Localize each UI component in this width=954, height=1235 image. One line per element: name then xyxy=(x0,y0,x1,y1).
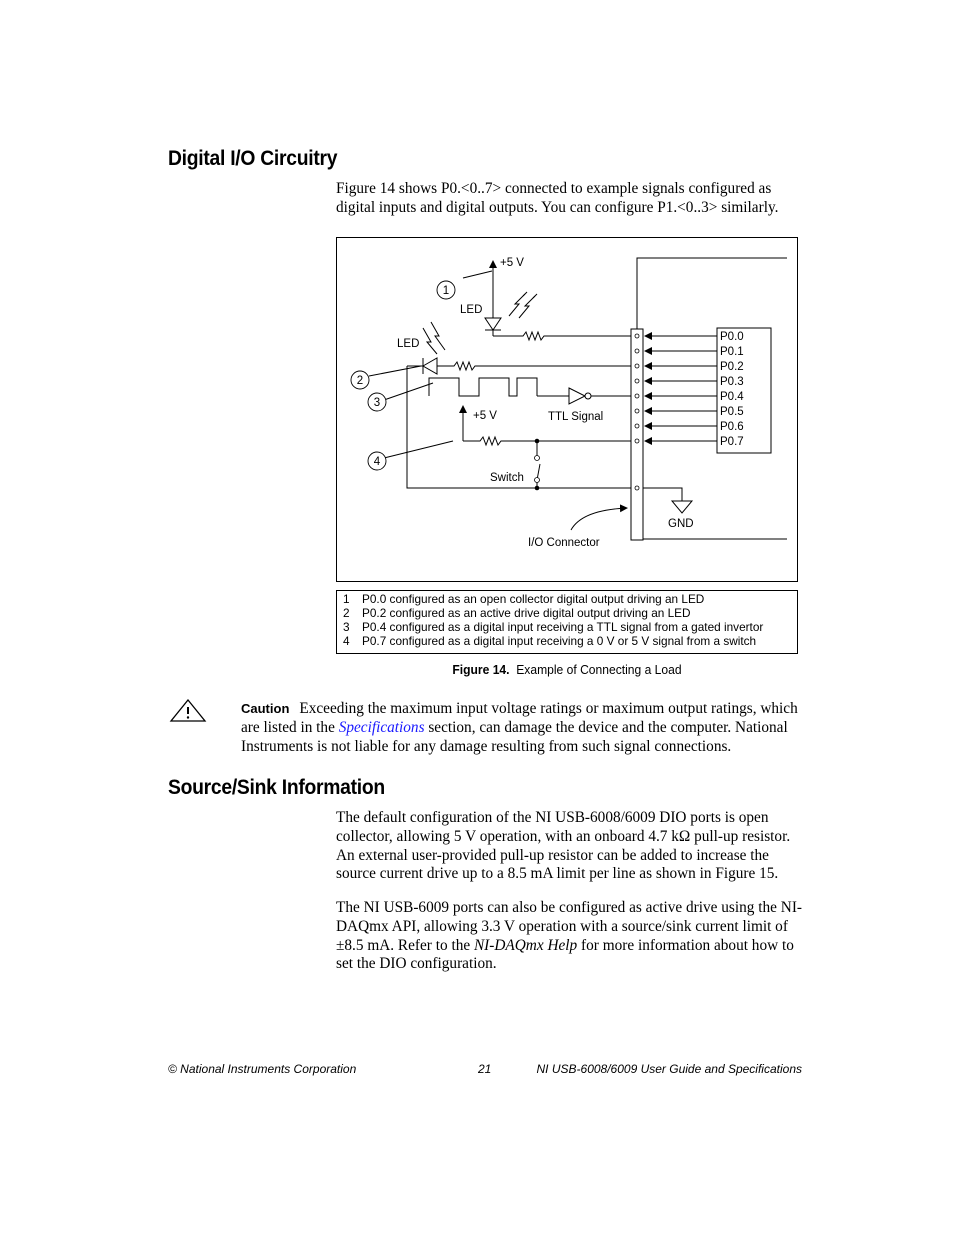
intro-line-2: digital inputs and digital outputs. You can configure P1.<0..3> similarly. xyxy=(336,198,779,216)
section-heading-source-sink: Source/Sink Information xyxy=(168,776,385,799)
section-heading-digital-io: Digital I/O Circuitry xyxy=(168,147,338,170)
callout-circles xyxy=(351,281,455,470)
legend-num: 4 xyxy=(343,634,350,648)
legend-text: P0.7 configured as a digital input receiving a 0 V or 5 V signal from a switch xyxy=(362,634,757,648)
circuit-3 xyxy=(384,378,631,404)
pin-label: P0.7 xyxy=(720,436,744,448)
footer-doc-title: NI USB-6008/6009 User Guide and Specifications xyxy=(536,1062,802,1076)
callout-2-label: 2 xyxy=(356,375,364,387)
footer-copyright: © National Instruments Corporation xyxy=(168,1062,357,1076)
led-left-label: LED xyxy=(397,338,420,350)
plus5v-mid-label: +5 V xyxy=(473,410,497,422)
device-border-top xyxy=(637,258,787,331)
legend-num: 1 xyxy=(343,592,350,606)
figure-caption xyxy=(352,662,782,677)
source-sink-paragraph-2 xyxy=(336,899,802,974)
io-connector-label: I/O Connector xyxy=(528,537,600,549)
ttl-signal-label: TTL Signal xyxy=(548,411,604,423)
caution-text-before: Exceeding the maximum input voltage ratings or maximum output ratings, which are listed in the xyxy=(241,700,798,736)
legend-row xyxy=(343,620,797,634)
intro-line-1: Figure 14 shows P0.<0..7> connected to example signals configured as xyxy=(336,180,772,197)
circuit-figure xyxy=(336,237,798,582)
switch-label: Switch xyxy=(490,472,524,484)
pin-label: P0.4 xyxy=(720,391,744,403)
specifications-link[interactable]: Specifications xyxy=(338,718,425,736)
pin-label: P0.0 xyxy=(720,331,744,343)
led-top-label: LED xyxy=(460,304,483,316)
legend-text: P0.4 configured as a digital input receiving a TTL signal from a gated invertor xyxy=(362,620,764,634)
legend-row xyxy=(343,592,797,606)
figure-number: Figure 14. xyxy=(452,662,510,677)
gnd-label: GND xyxy=(668,518,694,530)
legend-row xyxy=(343,634,797,648)
pin-label: P0.3 xyxy=(720,376,744,388)
legend-num: 2 xyxy=(343,606,350,620)
figure-legend xyxy=(336,590,798,654)
nidaqmx-help-reference: NI-DAQmx Help xyxy=(473,936,578,954)
page-footer xyxy=(168,1062,802,1078)
pin-label: P0.2 xyxy=(720,361,744,373)
caution-text-after: section, can damage the device and the computer. National Instruments is not liable for any damage resulting from such signal connections. xyxy=(241,718,788,755)
caution-note xyxy=(241,700,803,756)
legend-row xyxy=(343,606,797,620)
pin-label: P0.6 xyxy=(720,421,744,433)
intro-paragraph xyxy=(336,180,802,218)
device-border-bottom xyxy=(637,538,787,539)
gnd-symbol xyxy=(643,488,692,513)
pin-label: P0.1 xyxy=(720,346,744,358)
para2-text-after: for more information about how to set the DIO configuration. xyxy=(336,936,794,973)
caution-icon xyxy=(169,699,207,723)
io-connector-strip xyxy=(631,329,643,540)
caution-label: Caution xyxy=(241,701,290,716)
legend-text: P0.0 configured as an open collector digital output driving an LED xyxy=(362,592,705,606)
legend-num: 3 xyxy=(343,620,350,634)
circuit-diagram xyxy=(337,238,799,583)
pin-label: P0.5 xyxy=(720,406,744,418)
legend-text: P0.2 configured as an active drive digital output driving an LED xyxy=(362,606,691,620)
source-sink-paragraph-1: The default configuration of the NI USB-6008/6009 DIO ports is open collector, allowing 5 V operation, with an onboard 4.7 kΩ pull-up resistor. An external user-provided pull-up resistor can be added to increase the source current drive up to a 8.5 mA limit per line as shown in Figure 15. xyxy=(336,809,791,883)
callout-4-label: 4 xyxy=(373,456,381,468)
callout-3-label: 3 xyxy=(373,397,381,409)
plus5v-top-label: +5 V xyxy=(500,257,524,269)
pin-lines xyxy=(645,336,717,441)
circuit-1 xyxy=(463,261,631,340)
para2-text-before: The NI USB-6009 ports can also be configured as active drive using the NI-DAQmx API, allowing 3.3 V operation with a source/sink current limit of ±8.5 mA. Refer to the xyxy=(336,899,803,954)
figure-caption-text: Example of Connecting a Load xyxy=(516,662,682,677)
footer-page-number: 21 xyxy=(478,1062,492,1076)
callout-1-label: 1 xyxy=(442,285,450,297)
